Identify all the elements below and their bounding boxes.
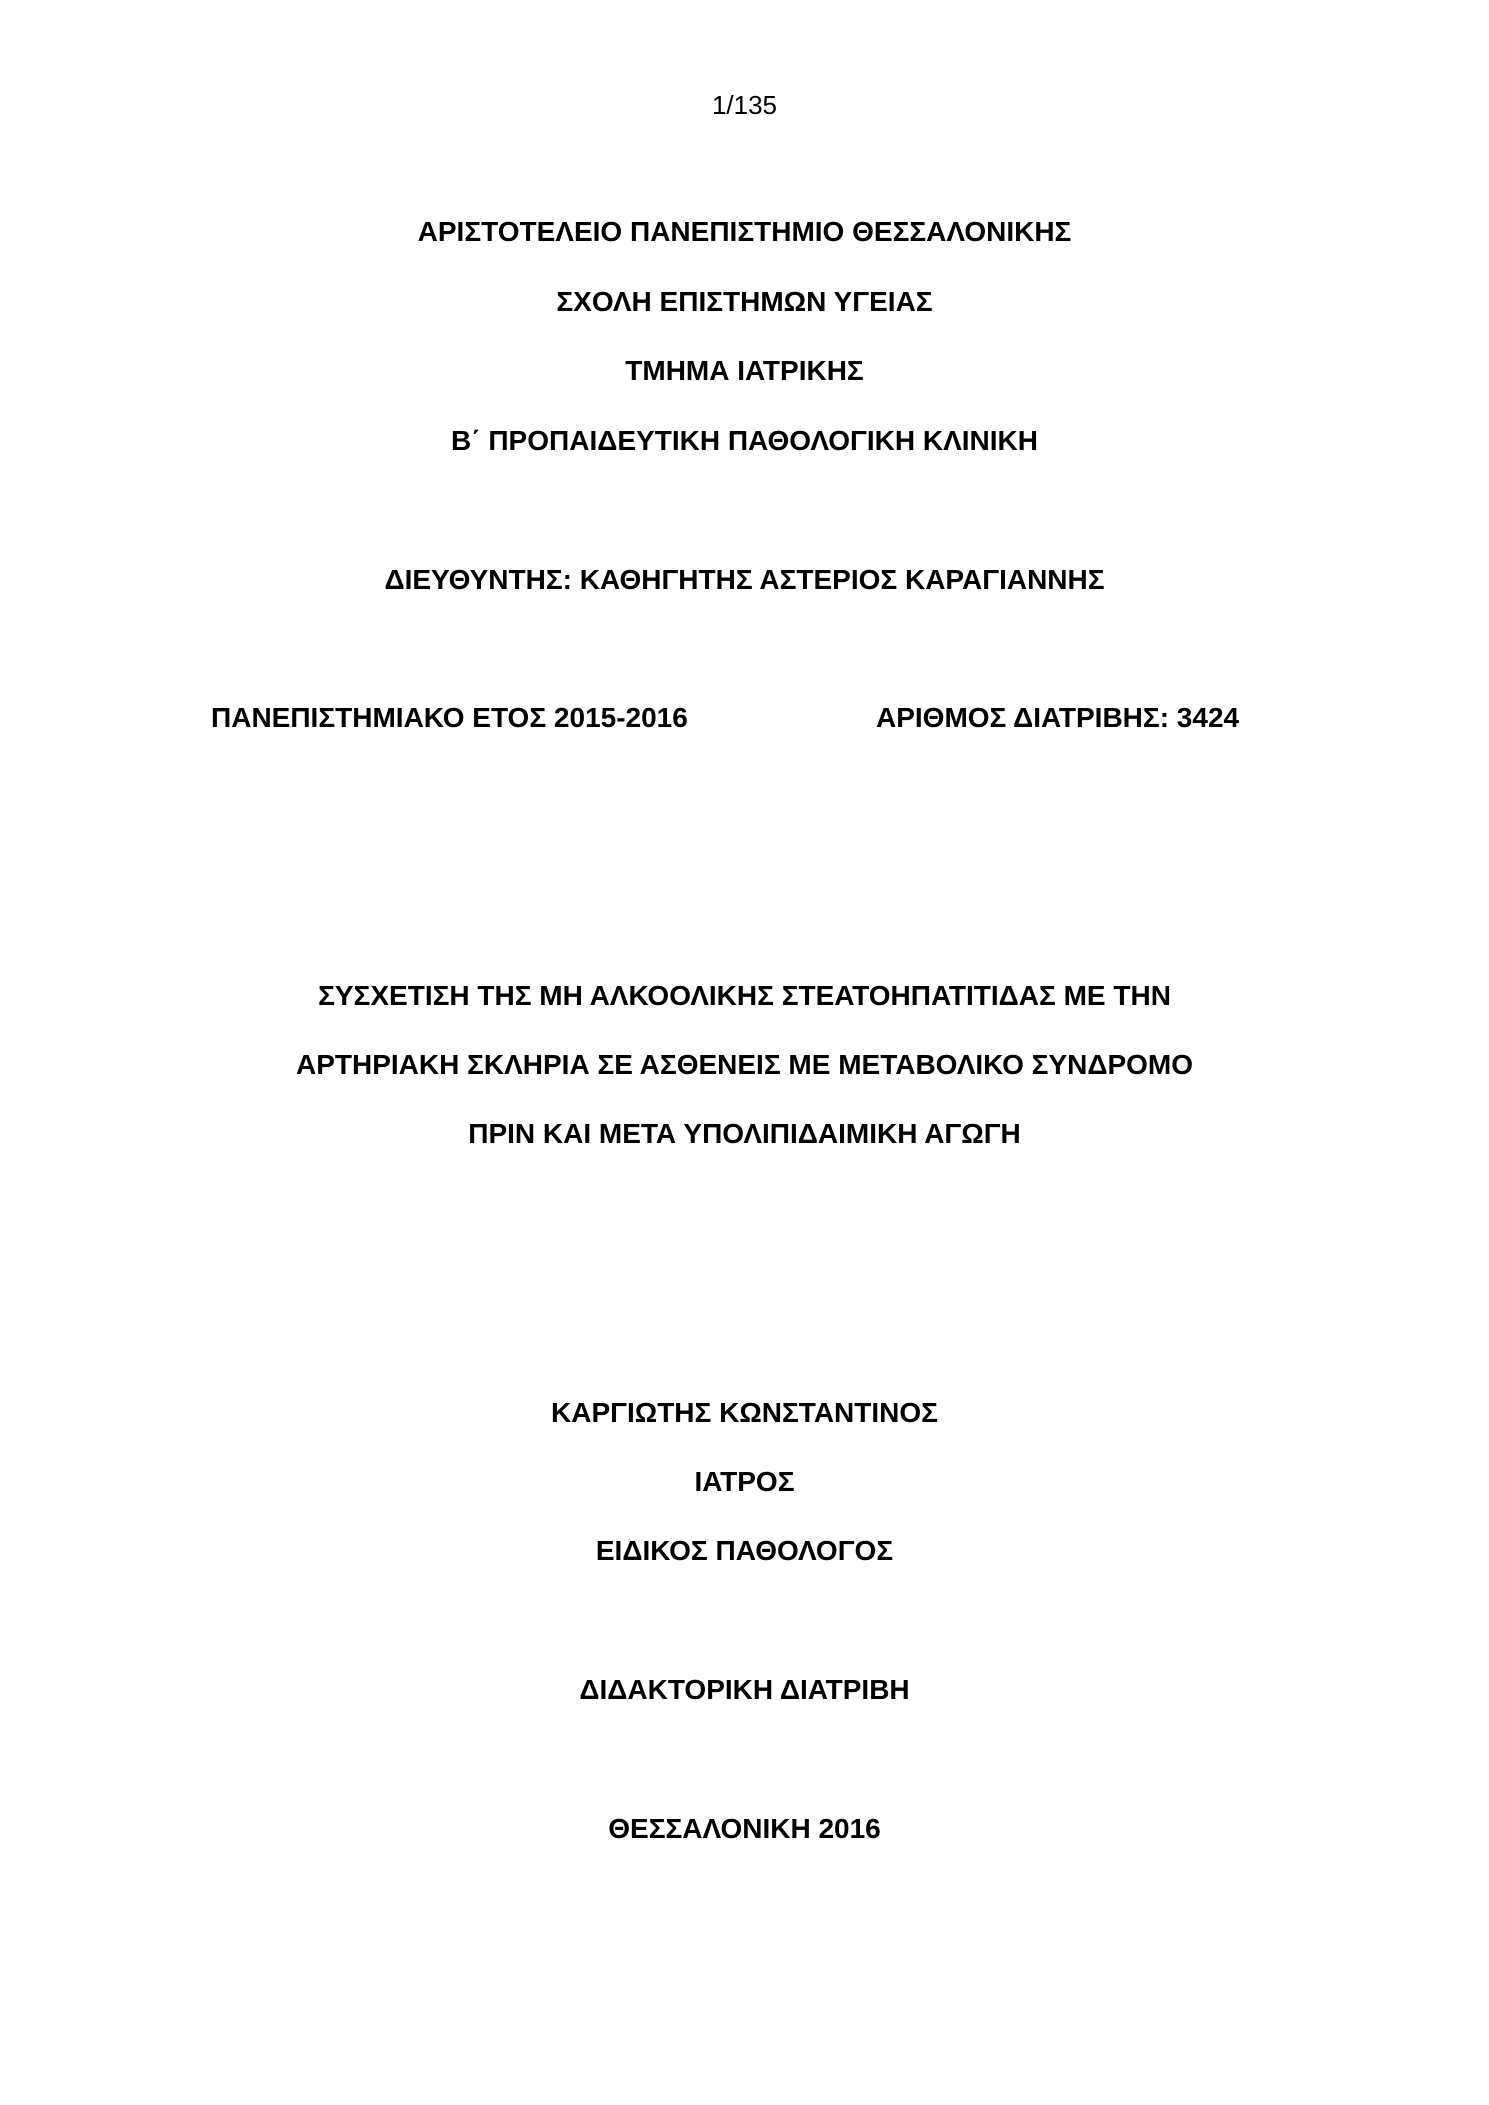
thesis-title-line-1: ΣΥΣΧΕΤΙΣΗ ΤΗΣ ΜΗ ΑΛΚΟΟΛΙΚΗΣ ΣΤΕΑΤΟΗΠΑΤΙΤΙΔΑΣ ΜΕ ΤΗΝ: [318, 980, 1171, 1011]
author-name: ΚΑΡΓΙΩΤΗΣ ΚΩΝΣΤΑΝΤΙΝΟΣ: [551, 1397, 938, 1428]
thesis-title-line-2: ΑΡΤΗΡΙΑΚΗ ΣΚΛΗΡΙΑ ΣΕ ΑΣΘΕΝΕΙΣ ΜΕ ΜΕΤΑΒΟΛΙΚΟ ΣΥΝΔΡΟΜΟ: [295, 1049, 1194, 1080]
document-type: ΔΙΔΑΚΤΟΡΙΚΗ ΔΙΑΤΡΙΒΗ: [579, 1674, 910, 1705]
department-name: ΤΜΗΜΑ ΙΑΤΡΙΚΗΣ: [625, 355, 864, 386]
place-date: ΘΕΣΣΑΛΟΝΙΚΗ 2016: [608, 1813, 881, 1844]
clinic-name: Β΄ ΠΡΟΠΑΙΔΕΥΤΙΚΗ ΠΑΘΟΛΟΓΙΚΗ ΚΛΙΝΙΚΗ: [451, 425, 1038, 456]
author-specialty: ΕΙΔΙΚΟΣ ΠΑΘΟΛΟΓΟΣ: [595, 1535, 894, 1566]
university-name: ΑΡΙΣΤΟΤΕΛΕΙΟ ΠΑΝΕΠΙΣΤΗΜΙΟ ΘΕΣΣΑΛΟΝΙΚΗΣ: [417, 216, 1072, 247]
author-profession: ΙΑΤΡΟΣ: [694, 1466, 795, 1497]
school-name: ΣΧΟΛΗ ΕΠΙΣΤΗΜΩΝ ΥΓΕΙΑΣ: [556, 286, 933, 317]
director-line: ΔΙΕΥΘΥΝΤΗΣ: ΚΑΘΗΓΗΤΗΣ ΑΣΤΕΡΙΟΣ ΚΑΡΑΓΙΑΝΝΗΣ: [384, 564, 1105, 595]
thesis-number: ΑΡΙΘΜΟΣ ΔΙΑΤΡΙΒΗΣ: 3424: [876, 702, 1240, 733]
thesis-title-line-3: ΠΡΙΝ ΚΑΙ ΜΕΤΑ ΥΠΟΛΙΠΙΔΑΙΜΙΚΗ ΑΓΩΓΗ: [468, 1118, 1021, 1149]
meta-row: [0, 700, 1489, 736]
academic-year: ΠΑΝΕΠΙΣΤΗΜΙΑΚΟ ΕΤΟΣ 2015-2016: [211, 702, 688, 733]
page-number: 1/135: [711, 90, 778, 120]
